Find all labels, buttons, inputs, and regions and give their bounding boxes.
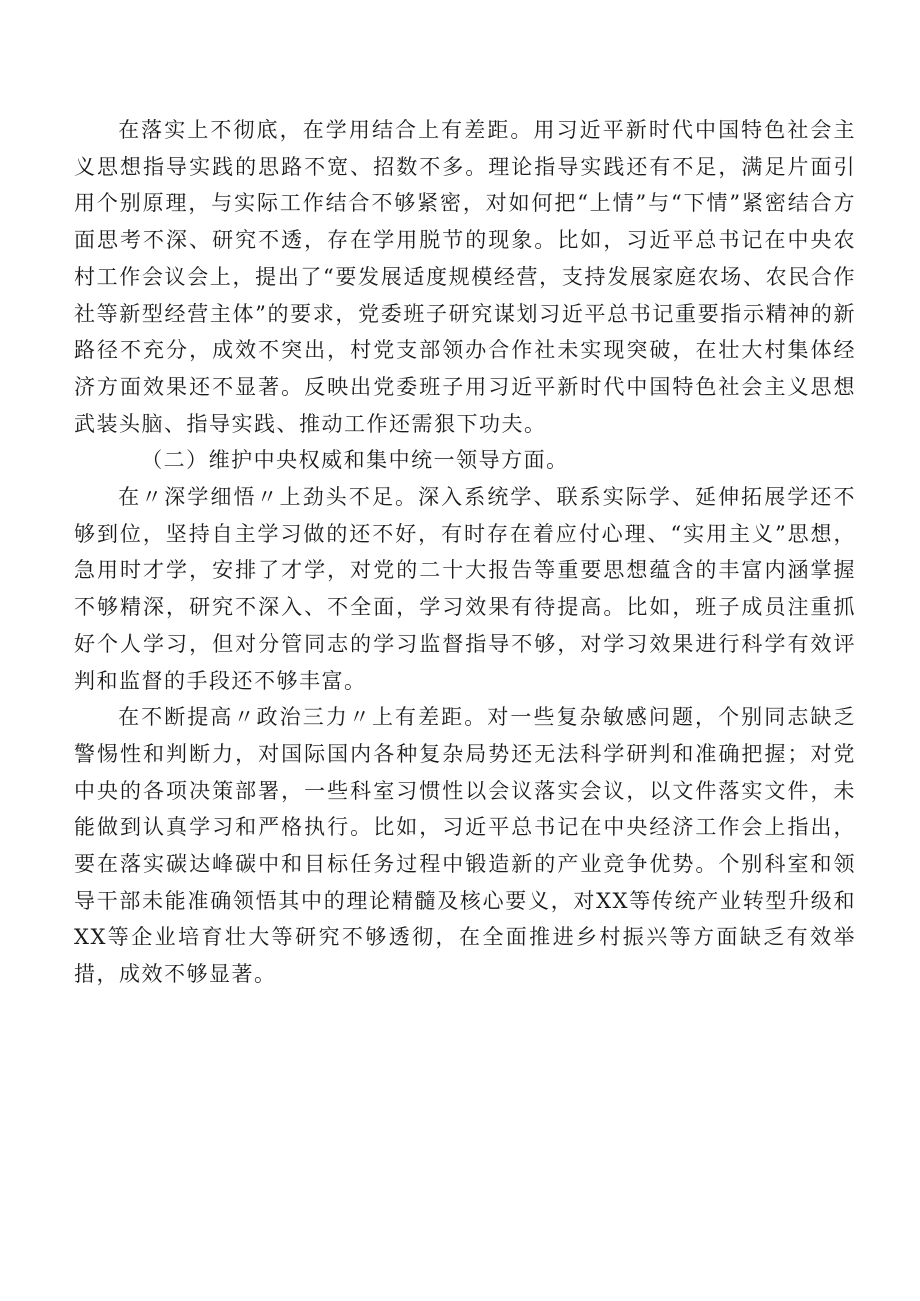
paragraph-study-effort: 在〃深学细悟〃上劲头不足。深入系统学、联系实际学、延伸拓展学还不够到位，坚持自主学习做的还不好，有时存在着应付心理、“实用主义”思想，急用时才学，安排了才学，对党的二十大报告等重要思想蕴含的丰富内涵掌握不够精深，研究不深入、不全面，学习效果有待提高。比如，班子成员注重抓好个人学习，但对分管同志的学习监督指导不够，对学习效果进行科学有效评判和监督的手段还不够丰富。 bbox=[74, 485, 856, 693]
section-heading-central-authority: （二）维护中央权威和集中统一领导方面。 bbox=[141, 448, 569, 473]
document-body bbox=[74, 112, 856, 993]
paragraph-political-capability: 在不断提高〃政治三力〃上有差距。对一些复杂敏感问题，个别同志缺乏警惕性和判断力，对国际国内各种复杂局势还无法科学研判和准确把握；对党中央的各项决策部署，一些科室习惯性以会议落实会议，以文件落实文件，未能做到认真学习和严格执行。比如，习近平总书记在中央经济工作会上指出，要在落实碳达峰碳中和目标任务过程中锻造新的产业竞争优势。个别科室和领导干部未能准确领悟其中的理论精髓及核心要义，对XX等传统产业转型升级和XX等企业培育壮大等研究不够透彻，在全面推进乡村振兴等方面缺乏有效举措，成效不够显著。 bbox=[74, 705, 856, 987]
paragraph-practice-gap: 在落实上不彻底，在学用结合上有差距。用习近平新时代中国特色社会主义思想指导实践的思路不宽、招数不多。理论指导实践还有不足，满足片面引用个别原理，与实际工作结合不够紧密，对如何把“上情”与“下情”紧密结合方面思考不深、研究不透，存在学用脱节的现象。比如，习近平总书记在中央农村工作会议会上，提出了“要发展适度规模经营，支持发展家庭农场、农民合作社等新型经营主体”的要求，党委班子研究谋划习近平总书记重要指示精神的新路径不充分，成效不突出，村党支部领办合作社未实现突破，在壮大村集体经济方面效果还不显著。反映出党委班子用习近平新时代中国特色社会主义思想武装头脑、指导实践、推动工作还需狠下功夫。 bbox=[74, 118, 856, 436]
